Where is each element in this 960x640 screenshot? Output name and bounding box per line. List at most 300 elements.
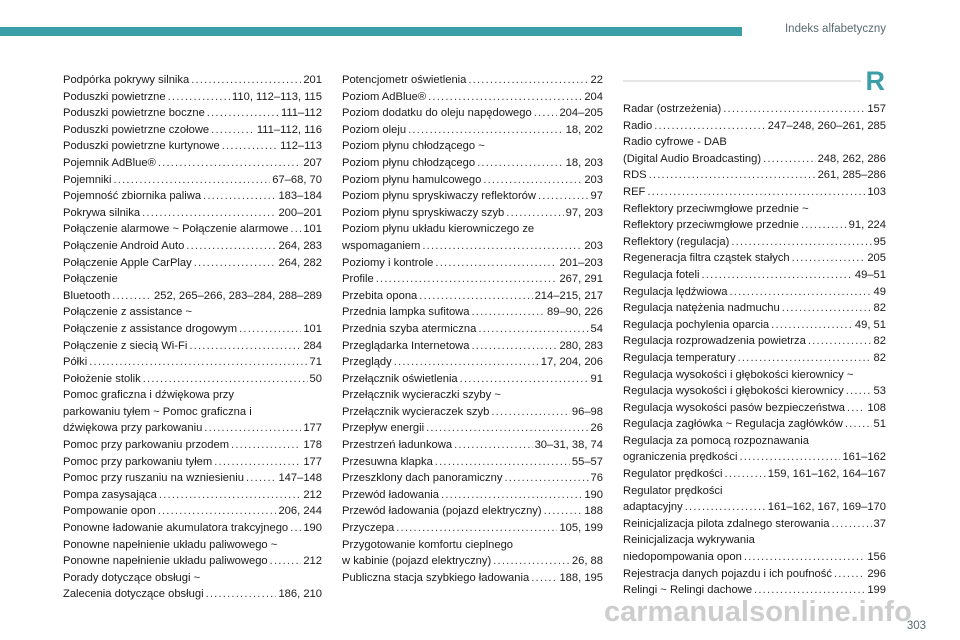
index-entry [342, 205, 603, 222]
leader-dots [506, 205, 563, 222]
index-entry [63, 205, 322, 222]
index-entry-line [63, 72, 322, 89]
index-entry-line [342, 553, 603, 570]
leader-dots [168, 89, 230, 106]
index-entry [342, 387, 603, 420]
index-term: Relingi ~ Relingi dachowe [623, 584, 753, 597]
index-term: Poziom płynu spryskiwaczy szyb [342, 206, 505, 219]
index-entry [342, 221, 603, 254]
index-entry-line [342, 138, 603, 155]
index-entry-line [63, 221, 322, 238]
index-entry [342, 570, 603, 587]
index-entry-line [623, 167, 886, 184]
index-term: Ponowne napełnienie układu paliwowego ~ [63, 538, 278, 551]
leader-dots [239, 321, 301, 338]
index-entry [623, 267, 886, 284]
leader-dots [191, 72, 301, 89]
index-term: Zalecenia dotyczące obsługi [63, 588, 204, 601]
leader-dots [204, 420, 301, 437]
index-entry [342, 304, 603, 321]
leader-dots [739, 449, 840, 466]
index-entry [63, 503, 322, 520]
index-entry-line [623, 350, 886, 367]
index-page-refs: 252, 265–266, 283–284, 288–289 [154, 289, 322, 302]
index-page-refs: 156 [867, 551, 886, 564]
index-entry-line [63, 387, 322, 404]
index-term: Reflektory przeciwmgłowe przednie [623, 219, 799, 232]
index-term: Przewód ładowania (pojazd elektryczny) [342, 505, 542, 518]
index-entry-line [623, 400, 886, 417]
index-entry-line [623, 466, 886, 483]
index-entry-line [342, 288, 603, 305]
index-page-refs: 186, 210 [278, 588, 322, 601]
index-entry-line [342, 122, 603, 139]
page-number: 303 [906, 620, 926, 632]
index-entry-line [623, 184, 886, 201]
index-page-refs: 161–162 [842, 451, 886, 464]
index-entry-line [342, 454, 603, 471]
index-entry-line [63, 586, 322, 603]
index-term: Przygotowanie komfortu cieplnego [342, 538, 514, 551]
index-entry [342, 420, 603, 437]
index-entry-line [63, 271, 322, 288]
leader-dots [460, 371, 589, 388]
index-entry-line [63, 520, 322, 537]
index-page-refs: 203 [584, 173, 603, 186]
index-term: Potencjometr oświetlenia [342, 74, 467, 86]
index-page-refs: 183–184 [278, 190, 322, 203]
leader-dots [422, 238, 582, 255]
index-term: Poziom płynu chłodzącego [342, 156, 476, 169]
leader-dots [89, 354, 307, 371]
index-term: Regulacja natężenia nadmuchu [623, 302, 780, 315]
index-term: Regulacja za pomocą rozpoznawania [623, 434, 809, 447]
index-page-refs: 96–98 [571, 405, 603, 418]
index-entry-line [342, 238, 603, 255]
index-entry [63, 537, 322, 570]
index-entry-line [342, 221, 603, 238]
index-page-refs: 111–112, 116 [256, 123, 322, 136]
index-entry-line [342, 354, 603, 371]
index-entry-line [63, 138, 322, 155]
leader-dots [222, 138, 278, 155]
index-page-refs: 37 [873, 517, 886, 530]
index-entry-line [623, 234, 886, 251]
watermark: carmanualsonline.info [604, 596, 912, 628]
index-term: Publiczna stacja szybkiego ładowania [342, 571, 530, 584]
index-entry [342, 89, 603, 106]
index-entry [63, 454, 322, 471]
index-entry [63, 105, 322, 122]
index-entry-line [342, 420, 603, 437]
index-page-refs: 91 [590, 372, 603, 385]
index-term: Połączenie z siecią Wi-Fi [63, 339, 188, 352]
leader-dots [491, 404, 570, 421]
index-term: Poziom płynu chłodzącego ~ [342, 140, 485, 153]
index-page-refs: 284 [303, 339, 322, 352]
index-term: parkowaniu tyłem ~ Pomoc graficzna i [63, 405, 252, 418]
index-page-refs: 199 [867, 584, 886, 597]
index-entry-line [63, 338, 322, 355]
index-term: Poziom płynu hamulcowego [342, 173, 482, 186]
index-page-refs: 112–113 [280, 140, 322, 153]
index-term: Podpórka pokrywy silnika [63, 74, 190, 86]
index-entry-line [342, 205, 603, 222]
leader-dots [207, 105, 279, 122]
index-entry [623, 566, 886, 583]
index-page-refs: 26 [590, 422, 603, 435]
index-page-refs: 82 [873, 302, 886, 315]
index-page-refs: 54 [590, 322, 603, 335]
index-page-refs: 53 [873, 385, 886, 398]
index-entry-line [623, 532, 886, 549]
index-entry-line [623, 516, 886, 533]
leader-dots [649, 167, 816, 184]
index-entry-line [63, 437, 322, 454]
leader-dots [246, 470, 276, 487]
index-entry [63, 172, 322, 189]
index-entry [623, 516, 886, 533]
index-entry-line [63, 155, 322, 172]
index-entry-line [342, 520, 603, 537]
index-entry [342, 371, 603, 388]
index-term: Przednia szyba atermiczna [342, 322, 477, 335]
index-entry-line [623, 383, 886, 400]
index-term: Pojemność zbiornika paliwa [63, 190, 202, 203]
index-entry-line [342, 89, 603, 106]
leader-dots [435, 454, 570, 471]
leader-dots [731, 234, 871, 251]
index-entry [63, 570, 322, 603]
index-term: Poduszki powietrzne [63, 90, 166, 103]
index-page-refs: 82 [873, 351, 886, 364]
index-entry-line [63, 122, 322, 139]
leader-dots [231, 437, 301, 454]
leader-dots [408, 122, 564, 139]
index-entry [342, 321, 603, 338]
index-term: Przeglądarka Internetowa [342, 339, 470, 352]
index-term: Regulacja wysokości i głębokości kierownicy [623, 385, 844, 398]
leader-dots [723, 101, 865, 118]
index-page-refs: 247–248, 260–261, 285 [767, 119, 886, 132]
leader-dots [471, 304, 545, 321]
index-term: Połączenie z assistance ~ [63, 306, 193, 319]
index-term: Radar (ostrzeżenia) [623, 103, 722, 115]
index-entry [63, 238, 322, 255]
index-entry-line [623, 483, 886, 500]
leader-dots [426, 420, 588, 437]
index-term: Regulator prędkości [623, 484, 723, 497]
index-entry [63, 89, 322, 106]
index-term: Połączenie Android Auto [63, 239, 185, 252]
index-entry [342, 288, 603, 305]
index-term: Poziom AdBlue® [342, 90, 427, 103]
index-page-refs: 101 [303, 322, 322, 335]
leader-dots [477, 155, 564, 172]
section-divider [623, 80, 861, 82]
index-page-refs: 296 [867, 567, 886, 580]
index-page-refs: 97, 203 [565, 206, 603, 219]
leader-dots [725, 466, 766, 483]
index-page-refs: 207 [303, 156, 322, 169]
index-page-refs: 89–90, 226 [547, 306, 603, 319]
index-term: Regulacja wysokości i głębokości kierownicy ~ [623, 368, 854, 381]
index-term: Regulacja rozprowadzenia powietrza [623, 335, 806, 348]
leader-dots [846, 383, 872, 400]
index-term: Reflektory (regulacja) [623, 235, 730, 248]
index-term: Pojemnik AdBlue® [63, 156, 156, 169]
index-term: Pompa zasysająca [63, 488, 157, 501]
index-term: Przestrzeń ładunkowa [342, 439, 453, 452]
index-entry-line [63, 105, 322, 122]
index-term: Przełącznik oświetlenia [342, 372, 458, 385]
index-entry [623, 483, 886, 516]
index-column-3 [623, 101, 886, 599]
index-page-refs: 161–162, 167, 169–170 [767, 501, 886, 514]
index-entry-line [63, 288, 322, 305]
leader-dots [454, 437, 532, 454]
index-entry [63, 470, 322, 487]
leader-dots [744, 549, 866, 566]
index-entry [63, 520, 322, 537]
index-term: Przeglądy [342, 356, 392, 369]
index-page-refs: 201–203 [559, 256, 603, 269]
leader-dots [531, 570, 557, 587]
index-page-refs: 212 [303, 555, 322, 568]
index-entry [623, 184, 886, 201]
index-entry-line [623, 333, 886, 350]
index-page-refs: 49–51 [854, 268, 886, 281]
index-term: Połączenie [63, 273, 118, 286]
index-page-refs: 214–215, 217 [534, 289, 603, 302]
index-page-refs: 203 [584, 239, 603, 252]
index-page-refs: 18, 202 [565, 123, 603, 136]
index-term: Reflektory przeciwmgłowe przednie ~ [623, 202, 809, 215]
index-term: Przełącznik wycieraczki szyby ~ [342, 389, 501, 402]
leader-dots [771, 317, 853, 334]
leader-dots [143, 371, 308, 388]
leader-dots [428, 89, 582, 106]
index-page-refs: 49 [873, 285, 886, 298]
index-entry-line [63, 255, 322, 272]
index-entry-line [342, 470, 603, 487]
index-term: Przednia lampka sufitowa [342, 306, 470, 319]
index-entry [63, 304, 322, 337]
leader-dots [211, 122, 255, 139]
index-entry [623, 201, 886, 234]
index-page-refs: 261, 285–286 [817, 169, 886, 182]
index-entry-line [623, 433, 886, 450]
leader-dots [142, 205, 276, 222]
index-page-refs: 200–201 [278, 206, 322, 219]
index-entry-line [63, 537, 322, 554]
index-entry-line [63, 371, 322, 388]
leader-dots [483, 172, 582, 189]
section-letter: R [865, 66, 885, 96]
index-entry [342, 437, 603, 454]
index-entry [342, 487, 603, 504]
index-page-refs: 49, 51 [854, 318, 886, 331]
leader-dots [738, 350, 872, 367]
leader-dots [792, 250, 866, 267]
index-entry [63, 122, 322, 139]
index-entry-line [63, 238, 322, 255]
index-term: Położenie stolik [63, 372, 141, 385]
index-page-refs: 204 [584, 90, 603, 103]
index-term: REF [623, 185, 646, 198]
page-header-title: Indeks alfabetyczny [784, 23, 886, 35]
index-term: RDS [623, 169, 647, 182]
index-entry-line [623, 217, 886, 234]
index-entry [63, 271, 322, 304]
index-page-refs: 110, 112–113, 115 [232, 90, 322, 103]
index-entry-line [623, 134, 886, 151]
leader-dots [270, 553, 302, 570]
index-term: Porady dotyczące obsługi ~ [63, 571, 201, 584]
leader-dots [472, 338, 558, 355]
index-entry [63, 255, 322, 272]
index-page-refs: 177 [303, 422, 322, 435]
leader-dots [647, 184, 865, 201]
index-term: Radio cyfrowe - DAB [623, 136, 727, 149]
index-term: adaptacyjny [623, 501, 683, 514]
leader-dots [801, 217, 847, 234]
index-entry [623, 167, 886, 184]
index-term: Regulacja foteli [623, 268, 700, 281]
leader-dots [214, 454, 301, 471]
index-entry-line [342, 321, 603, 338]
leader-dots [441, 487, 582, 504]
leader-dots [493, 553, 570, 570]
index-term: Przesuwna klapka [342, 455, 433, 468]
index-term: Ponowne ładowanie akumulatora trakcyjnego [63, 522, 289, 535]
index-page-refs: 147–148 [278, 472, 322, 485]
index-term: Reinicjalizacja pilota zdalnego sterowania [623, 517, 830, 530]
index-page-refs: 157 [867, 103, 886, 115]
index-term: Bluetooth [63, 289, 111, 302]
index-page-refs: 178 [303, 439, 322, 452]
index-entry [342, 255, 603, 272]
leader-dots [290, 221, 301, 238]
index-entry-line [63, 304, 322, 321]
index-term: Pomoc przy parkowaniu tyłem [63, 455, 213, 468]
leader-dots [831, 516, 871, 533]
index-entry [623, 466, 886, 483]
index-entry-line [63, 404, 322, 421]
index-entry-line [342, 172, 603, 189]
index-entry-line [342, 437, 603, 454]
index-entry [63, 221, 322, 238]
index-term: Radio [623, 119, 653, 132]
index-page-refs: 101 [303, 223, 322, 236]
index-entry [342, 138, 603, 171]
index-entry [342, 172, 603, 189]
index-term: Połączenie Apple CarPlay [63, 256, 192, 269]
index-entry [623, 532, 886, 565]
index-term: Pomoc przy ruszaniu na wzniesieniu [63, 472, 244, 485]
index-page-refs: 264, 282 [278, 256, 322, 269]
index-page-refs: 17, 204, 206 [540, 356, 603, 369]
leader-dots [435, 255, 557, 272]
index-column-1 [63, 72, 322, 603]
leader-dots [654, 118, 766, 135]
index-term: Poziom płynu spryskiwaczy reflektorów [342, 190, 536, 203]
index-page-refs: 108 [867, 401, 886, 414]
leader-dots [534, 105, 558, 122]
index-entry-line [63, 321, 322, 338]
index-entry [623, 250, 886, 267]
leader-dots [834, 566, 865, 583]
index-entry-line [623, 317, 886, 334]
index-entry [623, 234, 886, 251]
index-page-refs: 204–205 [559, 107, 603, 120]
index-entry-line [63, 205, 322, 222]
index-page-refs: 30–31, 38, 74 [534, 439, 603, 452]
index-term: Poduszki powietrzne boczne [63, 107, 205, 120]
index-entry [623, 416, 886, 433]
leader-dots [114, 172, 271, 189]
leader-dots [206, 586, 277, 603]
index-term: dźwiękowa przy parkowaniu [63, 422, 203, 435]
index-entry-line [623, 566, 886, 583]
index-entry [623, 400, 886, 417]
index-page-refs: 264, 283 [278, 239, 322, 252]
index-term: Regulacja lędźwiowa [623, 285, 728, 298]
leader-dots [538, 188, 589, 205]
index-entry [63, 188, 322, 205]
index-entry-line [63, 470, 322, 487]
index-entry-line [623, 118, 886, 135]
index-entry [63, 371, 322, 388]
index-page-refs: 103 [867, 185, 886, 198]
index-term: Półki [63, 356, 88, 369]
index-entry-line [623, 549, 886, 566]
index-entry-line [342, 72, 603, 89]
leader-dots [376, 271, 558, 288]
index-entry [63, 387, 322, 437]
index-term: Przewód ładowania [342, 488, 440, 501]
index-entry [63, 155, 322, 172]
leader-dots [478, 321, 588, 338]
index-entry-line [342, 188, 603, 205]
leader-dots [396, 520, 557, 537]
index-page-refs: 50 [309, 372, 322, 385]
index-term: Ponowne napełnienie układu paliwowego [63, 555, 268, 568]
index-entry-line [342, 503, 603, 520]
index-term: Regulacja wysokości pasów bezpieczeństwa [623, 401, 845, 414]
index-term: niedopompowania opon [623, 551, 742, 564]
index-entry [623, 134, 886, 167]
index-entry-line [342, 570, 603, 587]
index-term: Regulator prędkości [623, 468, 723, 481]
leader-dots [763, 151, 816, 168]
index-term: Poziom dodatku do oleju napędowego [342, 107, 532, 120]
index-entry [623, 101, 886, 118]
index-page-refs: 190 [584, 488, 603, 501]
index-entry-line [342, 155, 603, 172]
index-entry-line [63, 172, 322, 189]
header-accent-bar [0, 27, 742, 36]
index-term: Pomoc graficzna i dźwiękowa przy [63, 389, 234, 402]
index-page-refs: 212 [303, 488, 322, 501]
index-page-refs: 105, 199 [559, 522, 603, 535]
leader-dots [468, 72, 588, 89]
index-page-refs: 95 [873, 235, 886, 248]
index-entry-line [342, 371, 603, 388]
index-entry [342, 188, 603, 205]
index-entry [63, 72, 322, 89]
index-page-refs: 55–57 [571, 455, 603, 468]
